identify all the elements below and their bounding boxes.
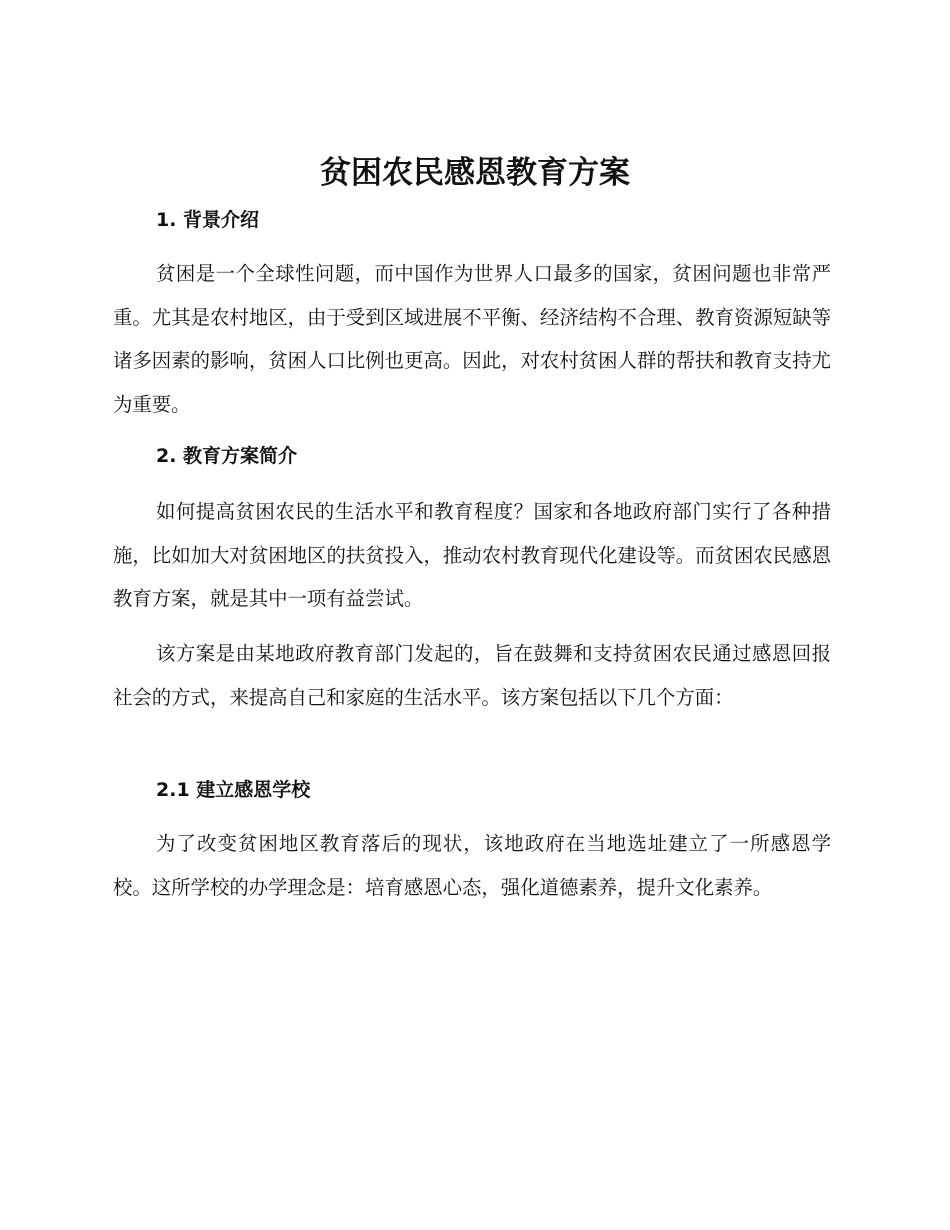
section-heading-background: 1. 背景介绍: [156, 209, 260, 231]
section-heading-gratitude-school: 2.1 建立感恩学校: [156, 779, 311, 801]
section-heading-program-intro: 2. 教育方案简介: [156, 445, 298, 467]
document-title: 贫困农民感恩教育方案: [320, 155, 630, 191]
paragraph-background: 贫困是一个全球性问题，而中国作为世界人口最多的国家，贫困问题也非常严重。尤其是农村地区，由于受到区域进展不平衡、经济结构不合理、教育资源短缺等诸多因素的影响，贫困人口比例也更高。因此，对农村贫困人群的帮扶和教育支持尤为重要。: [113, 262, 831, 416]
paragraph-gratitude-school: 为了改变贫困地区教育落后的现状，该地政府在当地选址建立了一所感恩学校。这所学校的办学理念是：培育感恩心态，强化道德素养，提升文化素养。: [113, 832, 831, 899]
paragraph-program-intro: 如何提高贫困农民的生活水平和教育程度？国家和各地政府部门实行了各种措施，比如加大对贫困地区的扶贫投入，推动农村教育现代化建设等。而贫困农民感恩教育方案，就是其中一项有益尝试。: [113, 500, 831, 610]
paragraph-program-aspects: 该方案是由某地政府教育部门发起的，旨在鼓舞和支持贫困农民通过感恩回报社会的方式，来提高自己和家庭的生活水平。该方案包括以下几个方面：: [113, 642, 831, 709]
